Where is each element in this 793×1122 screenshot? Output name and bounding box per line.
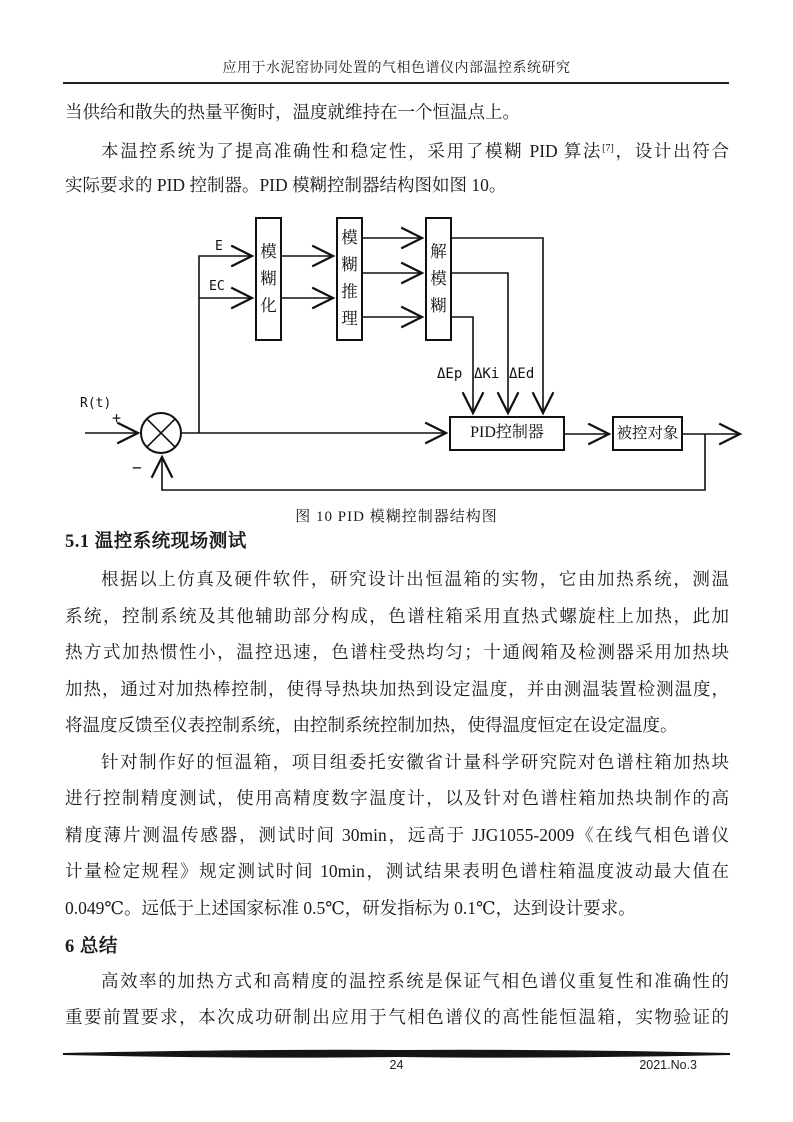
journal-issue: 2021.No.3 [639,1058,697,1072]
header-rule [63,82,729,84]
pid-controller-label: PID控制器 [470,424,544,441]
section-heading-6: 6 总结 [65,937,118,957]
body-line: 根据以上仿真及硬件软件，研究设计出恒温箱的实物，它由加热系统，测温 [101,569,729,589]
body-line: 实际要求的 PID 控制器。PID 模糊控制器结构图如图 10。 [65,175,507,195]
section-heading-5-1: 5.1 温控系统现场测试 [65,532,247,552]
page-number: 24 [389,1058,404,1072]
diagram-lines [60,210,750,502]
fuzzification-label: 模糊化 [260,242,277,315]
running-header-title: 应用于水泥窑协同处置的气相色谱仪内部温控系统研究 [222,61,571,76]
body-line: 计量检定规程》规定测试时间 10min，测试结果表明色谱柱箱温度波动最大值在 [65,861,729,881]
body-line: 系统，控制系统及其他辅助部分构成，色谱柱箱采用直热式螺旋柱上加热，此加 [65,606,729,626]
body-line: 将温度反馈至仪表控制系统，由控制系统控制加热，使得温度恒定在设定温度。 [65,715,678,735]
error-label: E [215,239,223,254]
body-line: 热方式加热惯性小，温控迅速，色谱柱受热均匀；十通阀箱及检测器采用加热块 [65,642,729,662]
figure-block-diagram [60,210,750,502]
plus-sign: + [112,409,122,427]
delta-ep-label: ΔEp [437,366,463,382]
body-line: 高效率的加热方式和高精度的温控系统是保证气相色谱仪重复性和准确性的 [101,971,729,991]
plant-label: 被控对象 [616,425,679,442]
body-line: 0.049℃。远低于上述国家标准 0.5℃，研发指标为 0.1℃，达到设计要求。 [65,898,636,918]
body-line [65,137,729,161]
minus-sign: − [132,458,142,477]
body-text: ，设计出符合 [613,141,729,161]
body-line: 针对制作好的恒温箱，项目组委托安徽省计量科学研究院对色谱柱箱加热块 [101,752,729,772]
body-line: 当供给和散失的热量平衡时，温度就维持在一个恒温点上。 [65,102,520,122]
inference-label: 模糊推理 [341,228,358,328]
body-text: 本温控系统为了提高准确性和稳定性，采用了模糊 PID 算法 [101,141,603,161]
body-line: 精度薄片测温传感器，测试时间 30min，远高于 JJG1055-2009《在线气相色谱仪 [65,825,729,845]
citation-ref: [7] [602,143,614,154]
figure-caption: 图 10 PID 模糊控制器结构图 [295,509,498,525]
body-line: 重要前置要求，本次成功研制出应用于气相色谱仪的高性能恒温箱，实物验证的 [65,1007,729,1027]
delta-ed-label: ΔEd [509,366,535,382]
error-change-label: EC [209,279,225,294]
delta-ki-label: ΔKi [474,366,500,382]
setpoint-label: R(t) [80,396,112,411]
body-line: 加热，通过对加热棒控制，使得导热块加热到设定温度，并由测温装置检测温度， [65,679,729,699]
defuzzification-label: 解模糊 [430,242,447,315]
body-line: 进行控制精度测试，使用高精度数字温度计，以及针对色谱柱箱加热块制作的高 [65,788,729,808]
